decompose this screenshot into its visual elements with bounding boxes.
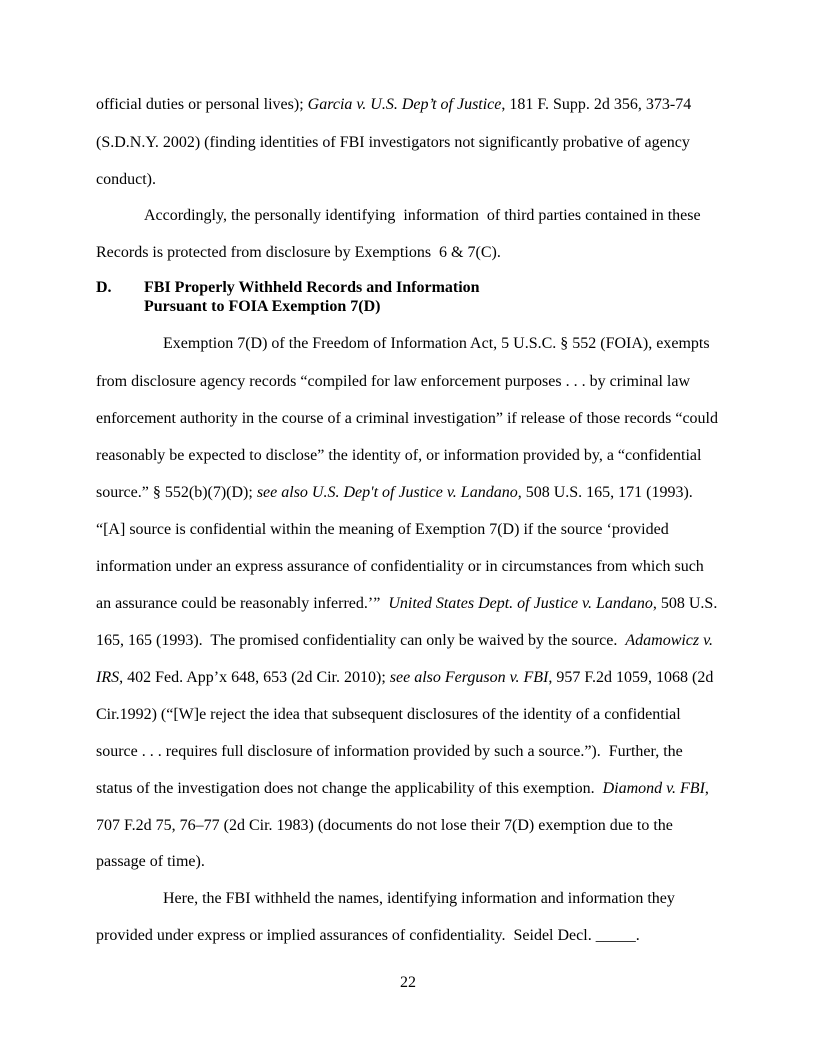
text-line [96, 817, 673, 835]
case-citation: United States Dept. of Justice v. Landano [388, 595, 653, 612]
text-segment: , 402 Fed. App’x 648, 653 (2d Cir. 2010); [119, 669, 390, 686]
text-line [144, 207, 701, 225]
case-citation: see also U.S. Dep't of Justice v. Landano [256, 484, 518, 501]
text-segment: Records is protected from disclosure by Exemptions 6 & 7(C). [96, 244, 501, 261]
text-line [96, 373, 690, 391]
text-line [96, 780, 709, 798]
text-segment: 165, 165 (1993). The promised confidentiality can only be waived by the source. [96, 632, 626, 649]
text-line [96, 171, 156, 189]
text-line [163, 890, 675, 908]
text-line [96, 134, 690, 152]
case-citation: Diamond v. FBI [602, 780, 705, 797]
text-line [96, 669, 713, 687]
text-segment: , 181 F. Supp. 2d 356, 373-74 [501, 96, 692, 113]
text-line [96, 595, 717, 613]
text-segment: 707 F.2d 75, 76–77 (2d Cir. 1983) (documents do not lose their 7(D) exemption due to the [96, 817, 673, 834]
text-line [96, 484, 693, 502]
case-citation: see also Ferguson v. FBI [389, 669, 549, 686]
text-line [96, 410, 718, 428]
case-citation: Adamowicz v. [625, 632, 714, 649]
text-line [163, 335, 710, 353]
text-segment: reasonably be expected to disclose” the identity of, or information provided by, a “confidential [96, 447, 702, 464]
text-segment: , 508 U.S. [652, 595, 718, 612]
text-segment: Here, the FBI withheld the names, identifying information and information they [163, 890, 675, 907]
section-heading-line [144, 279, 480, 297]
text-segment: Pursuant to FOIA Exemption 7(D) [144, 298, 381, 315]
text-line [96, 96, 691, 114]
text-segment: , [704, 780, 709, 797]
text-line [96, 244, 501, 262]
section-heading-line [96, 279, 112, 297]
text-segment: Exemption 7(D) of the Freedom of Information Act, 5 U.S.C. § 552 (FOIA), exempts [163, 335, 710, 352]
page-number: 22 [400, 974, 416, 991]
text-segment: official duties or personal lives); [96, 96, 308, 113]
text-segment: Accordingly, the personally identifying information of third parties contained in these [144, 207, 701, 224]
text-segment: Cir.1992) (“[W]e reject the idea that subsequent disclosures of the identity of a confidential [96, 706, 681, 723]
text-line [96, 558, 704, 576]
text-segment: source . . . requires full disclosure of information provided by such a source.”). Further, the [96, 743, 683, 760]
text-segment: conduct). [96, 171, 156, 188]
case-citation: Garcia v. U.S. Dep’t of Justice [307, 96, 502, 113]
text-segment: status of the investigation does not change the applicability of this exemption. [96, 780, 603, 797]
text-line [96, 927, 640, 945]
text-segment: FBI Properly Withheld Records and Information [144, 279, 480, 296]
text-line [96, 521, 669, 539]
text-segment: , 957 F.2d 1059, 1068 (2d [548, 669, 714, 686]
text-line [96, 743, 683, 761]
text-segment: passage of time). [96, 853, 205, 870]
section-heading-line [144, 298, 380, 316]
text-segment: provided under express or implied assurances of confidentiality. Seidel Decl. _____. [96, 927, 640, 944]
text-segment: source.” § 552(b)(7)(D); [96, 484, 257, 501]
text-segment: D. [96, 279, 112, 296]
text-segment: enforcement authority in the course of a criminal investigation” if release of those records “could [96, 410, 718, 427]
text-segment: information under an express assurance of confidentiality or in circumstances from which such [96, 558, 704, 575]
text-segment: “[A] source is confidential within the meaning of Exemption 7(D) if the source ‘provided [96, 521, 669, 538]
text-segment: from disclosure agency records “compiled for law enforcement purposes . . . by criminal law [96, 373, 691, 390]
text-line [96, 632, 713, 650]
text-segment: , 508 U.S. 165, 171 (1993). [517, 484, 693, 501]
text-line [96, 706, 681, 724]
text-segment: (S.D.N.Y. 2002) (finding identities of FBI investigators not significantly probative of agency [96, 134, 690, 151]
text-line [96, 853, 205, 871]
case-citation: IRS [96, 669, 120, 686]
text-line [96, 447, 701, 465]
text-segment: an assurance could be reasonably inferred.’” [96, 595, 389, 612]
